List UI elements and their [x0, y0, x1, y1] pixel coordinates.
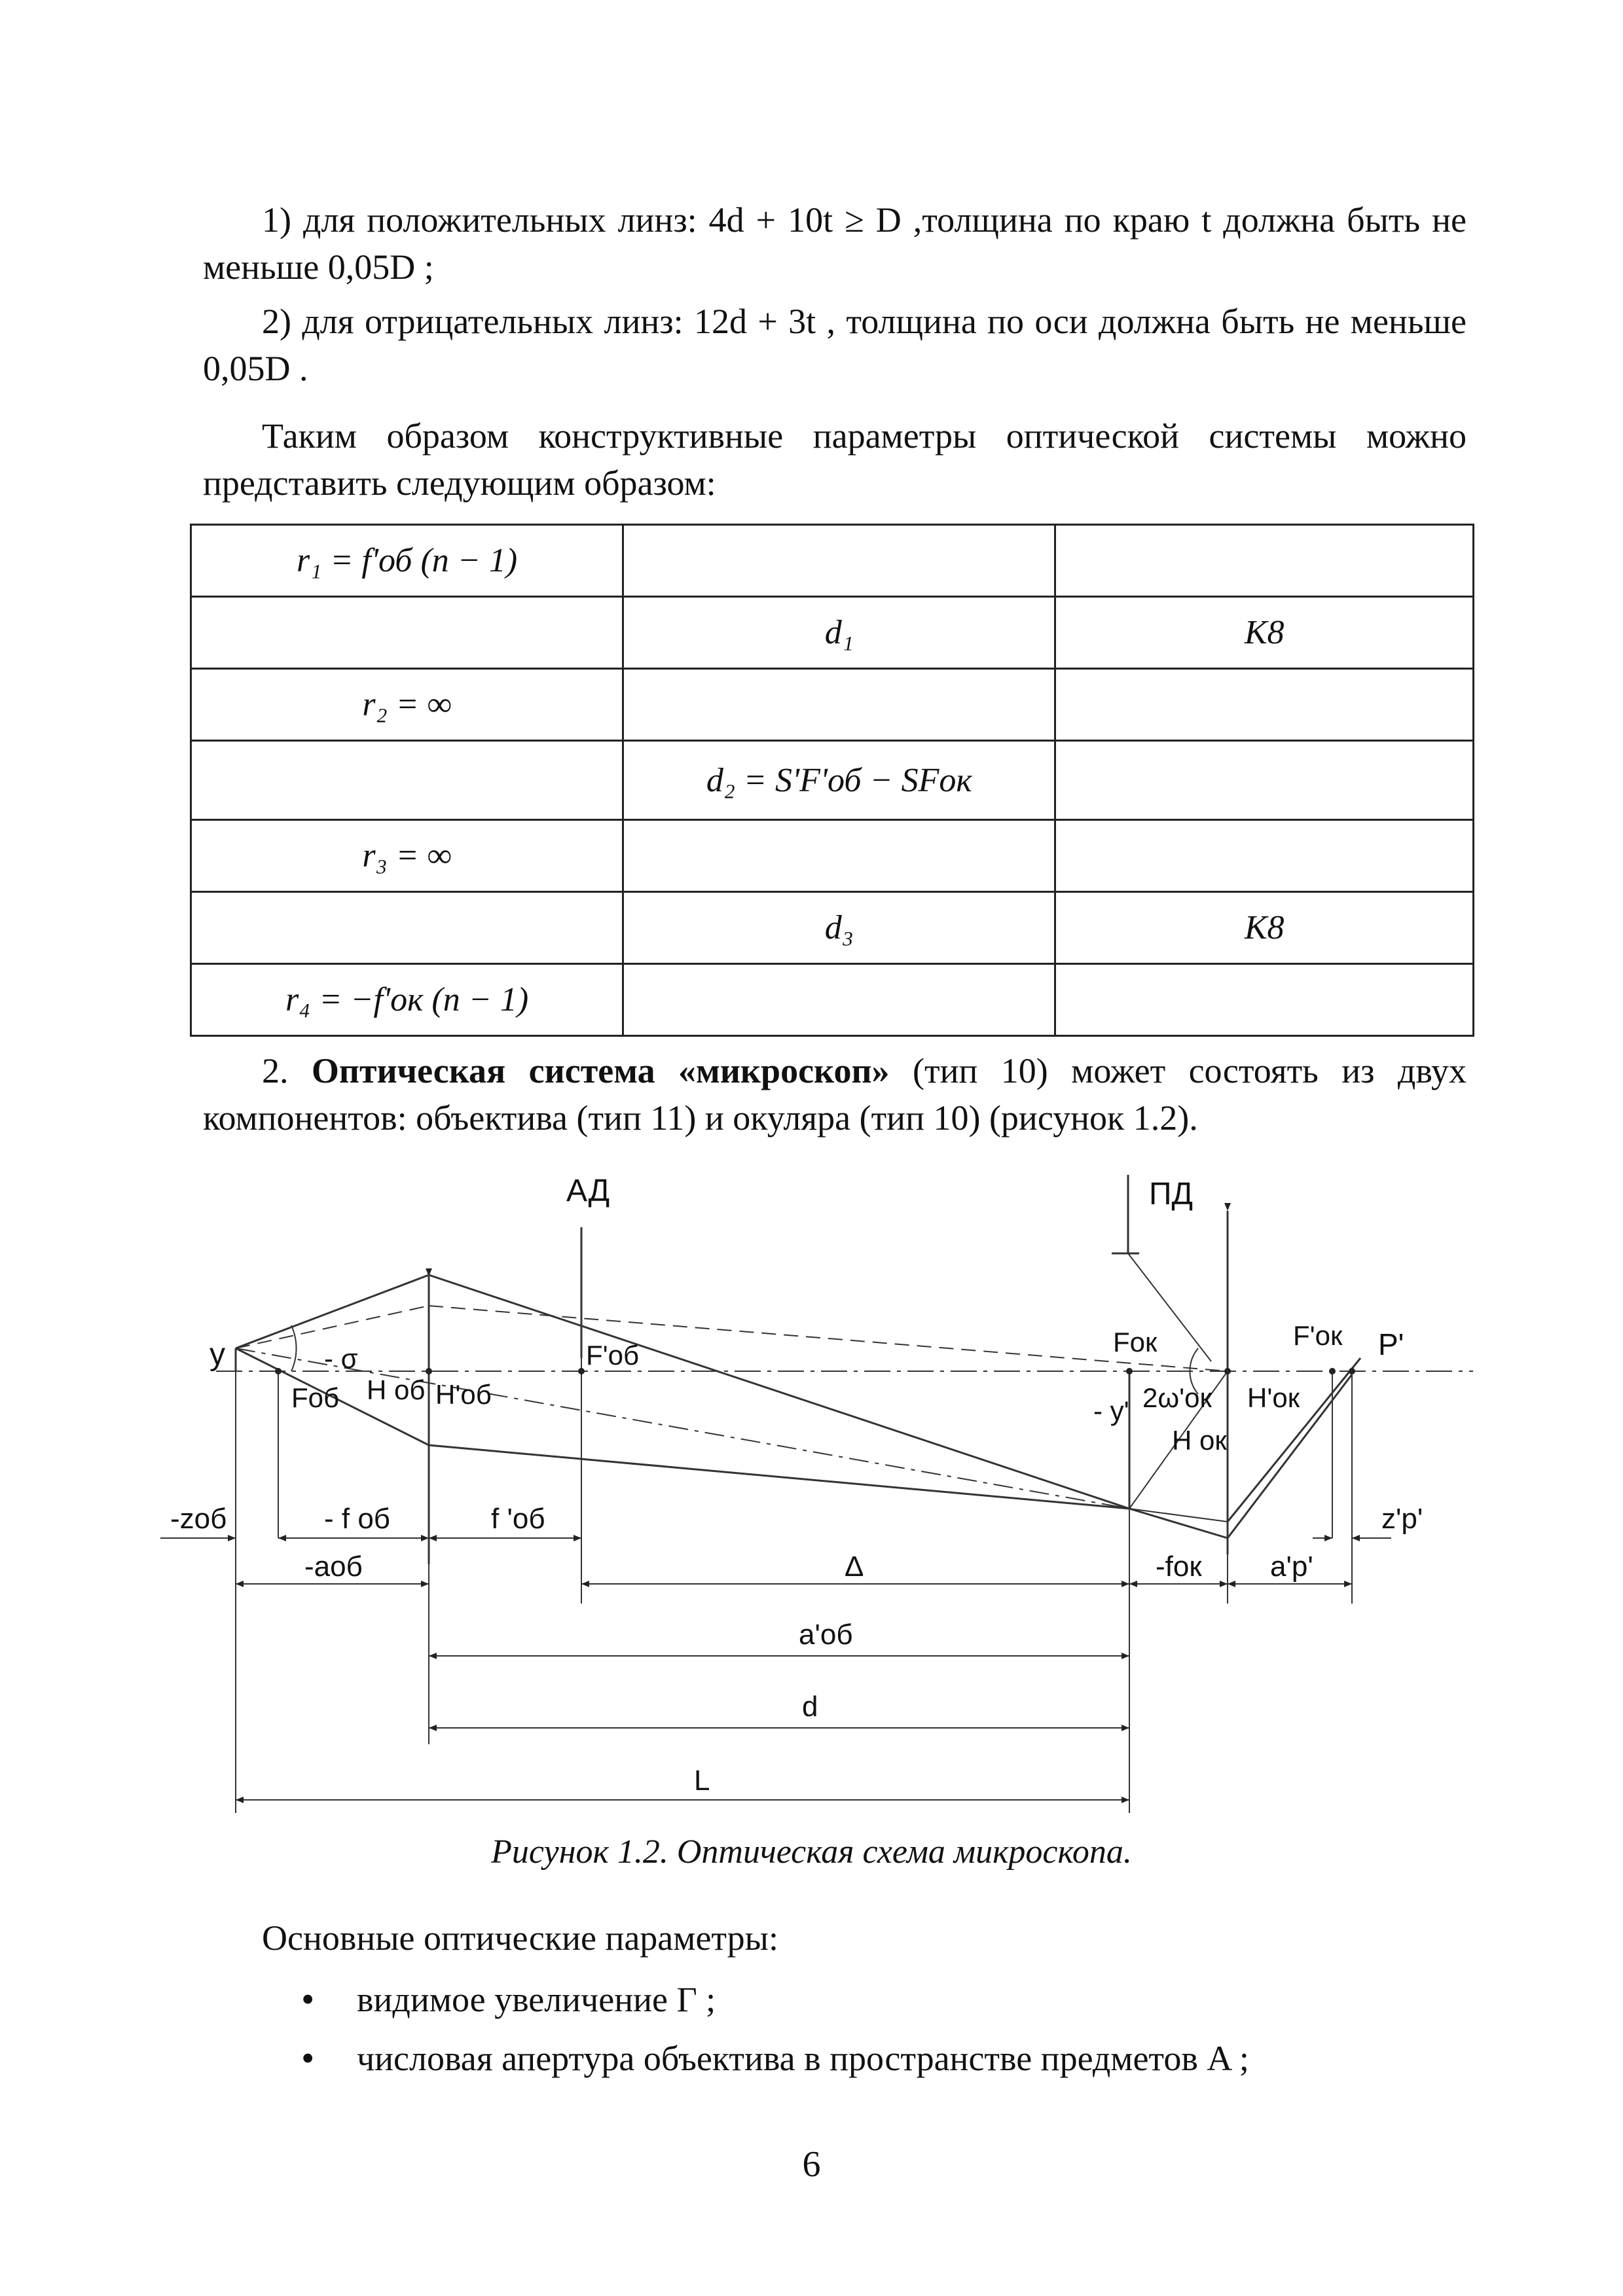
label-focal-ob: Fоб	[291, 1382, 340, 1413]
table-cell	[1055, 741, 1474, 820]
label-a-ob: -аоб	[304, 1551, 363, 1583]
label-f-ob: - f об	[324, 1503, 390, 1535]
list-item: • видимое увеличение Γ ;	[301, 1970, 1249, 2029]
table-cell: d₃	[623, 892, 1055, 964]
label-aperture-diaphragm: АД	[566, 1174, 610, 1208]
paragraph-positive-lenses: 1) для положительных линз: 4d + 10t ≥ D ,толщина по краю t должна быть не меньше 0,05D ;	[203, 200, 1467, 287]
microscope-title: Оптическая система «микроскоп»	[311, 1051, 890, 1090]
focal-point-ok	[1126, 1368, 1133, 1374]
microscope-number: 2.	[262, 1051, 312, 1090]
table-cell	[191, 741, 623, 820]
table-cell: r₄ = −f'ок (n − 1)	[191, 964, 623, 1036]
table-row	[191, 741, 1474, 820]
label-focal-ok: Fок	[1113, 1327, 1158, 1357]
list-item: • числовая апертура объектива в пространстве предметов A ;	[301, 2029, 1249, 2088]
table-row	[191, 892, 1474, 964]
exit-ray-upper-in	[1129, 1509, 1228, 1522]
figure-caption: Рисунок 1.2. Оптическая схема микроскопа.	[491, 1833, 1132, 1871]
marginal-ray-upper-out	[429, 1275, 1129, 1509]
table-row	[191, 597, 1474, 669]
table-row	[191, 820, 1474, 892]
dashed-ray-out	[429, 1306, 1228, 1371]
label-principal-ok: H ок	[1172, 1425, 1227, 1456]
section-heading: Основные оптические параметры:	[262, 1918, 778, 1958]
label-z-ob: -zоб	[170, 1503, 227, 1535]
label-a-p-prime: a'p'	[1270, 1551, 1313, 1583]
exit-ray-lower-in	[1129, 1509, 1228, 1538]
label-field-angle: 2ω'ок	[1142, 1382, 1212, 1413]
label-f-ok: -fок	[1156, 1551, 1202, 1583]
table-cell	[623, 820, 1055, 892]
marginal-ray-lower-out	[429, 1445, 1129, 1509]
focal-point-ob-prime	[578, 1368, 585, 1374]
table-row	[191, 669, 1474, 741]
table-cell: r₂ = ∞	[191, 669, 623, 741]
label-delta: Δ	[845, 1551, 864, 1583]
table-cell: r₁ = f'об (n − 1)	[191, 525, 623, 597]
label-field-diaphragm: ПД	[1149, 1177, 1194, 1211]
label-d: d	[802, 1691, 818, 1723]
label-a-ob-prime: a'об	[799, 1619, 853, 1651]
paragraph-negative-lenses: 2) для отрицательных линз: 12d + 3t , толщина по оси должна быть не меньше 0,05D .	[203, 302, 1467, 388]
label-L: L	[694, 1765, 710, 1797]
label-principal-ok-prime: H'ок	[1247, 1382, 1300, 1413]
table-cell	[1055, 964, 1474, 1036]
table-cell	[191, 892, 623, 964]
label-principal-ob: H об	[367, 1374, 426, 1405]
table-cell: K8	[1055, 597, 1474, 669]
table-cell: r₃ = ∞	[191, 820, 623, 892]
paragraph-parameters-intro: Таким образом конструктивные параметры оптической системы можно представить следующим образом:	[203, 416, 1467, 503]
label-principal-ob-prime: H'об	[435, 1379, 492, 1410]
table-cell: d₂ = S'F'об − SFок	[623, 741, 1055, 820]
aperture-angle-arc	[291, 1325, 297, 1371]
label-aperture-angle: - σ	[324, 1343, 358, 1374]
table-cell	[623, 964, 1055, 1036]
label-z-p-prime: z'p'	[1381, 1503, 1423, 1535]
label-focal-ok-prime: F'ок	[1293, 1320, 1343, 1351]
exit-pupil-point	[1349, 1368, 1355, 1374]
chief-ray	[236, 1348, 1129, 1509]
table-cell	[1055, 820, 1474, 892]
page-number: 6	[802, 2144, 821, 2185]
principal-point-ob	[426, 1368, 432, 1374]
table-cell	[1055, 525, 1474, 597]
table-cell	[1055, 669, 1474, 741]
table-cell: K8	[1055, 892, 1474, 964]
focal-point-ob	[275, 1368, 282, 1374]
label-exit-pupil: P'	[1378, 1327, 1404, 1361]
table-cell	[623, 525, 1055, 597]
focal-point-ok-prime	[1329, 1368, 1336, 1374]
table-row	[191, 964, 1474, 1036]
table-cell	[623, 669, 1055, 741]
label-f-ob-prime: f 'об	[491, 1503, 545, 1535]
table-row	[191, 525, 1474, 597]
microscope-optical-scheme	[151, 1152, 1473, 1826]
parameter-list	[301, 1970, 1249, 2088]
label-object: y	[210, 1337, 225, 1372]
table-cell: d₁	[623, 597, 1055, 669]
label-focal-ob-prime: F'об	[586, 1340, 640, 1371]
table-cell	[191, 597, 623, 669]
paragraph-microscope	[203, 1047, 1467, 1141]
label-image-height: - y'	[1093, 1395, 1129, 1426]
principal-point-ok	[1224, 1368, 1231, 1374]
microscope-description: (тип 10) может состоять из двух компонентов: объектива (тип 11) и окуляра (тип 10) (рисунок 1.2).	[203, 1051, 1467, 1138]
design-parameters-table	[190, 524, 1474, 1037]
